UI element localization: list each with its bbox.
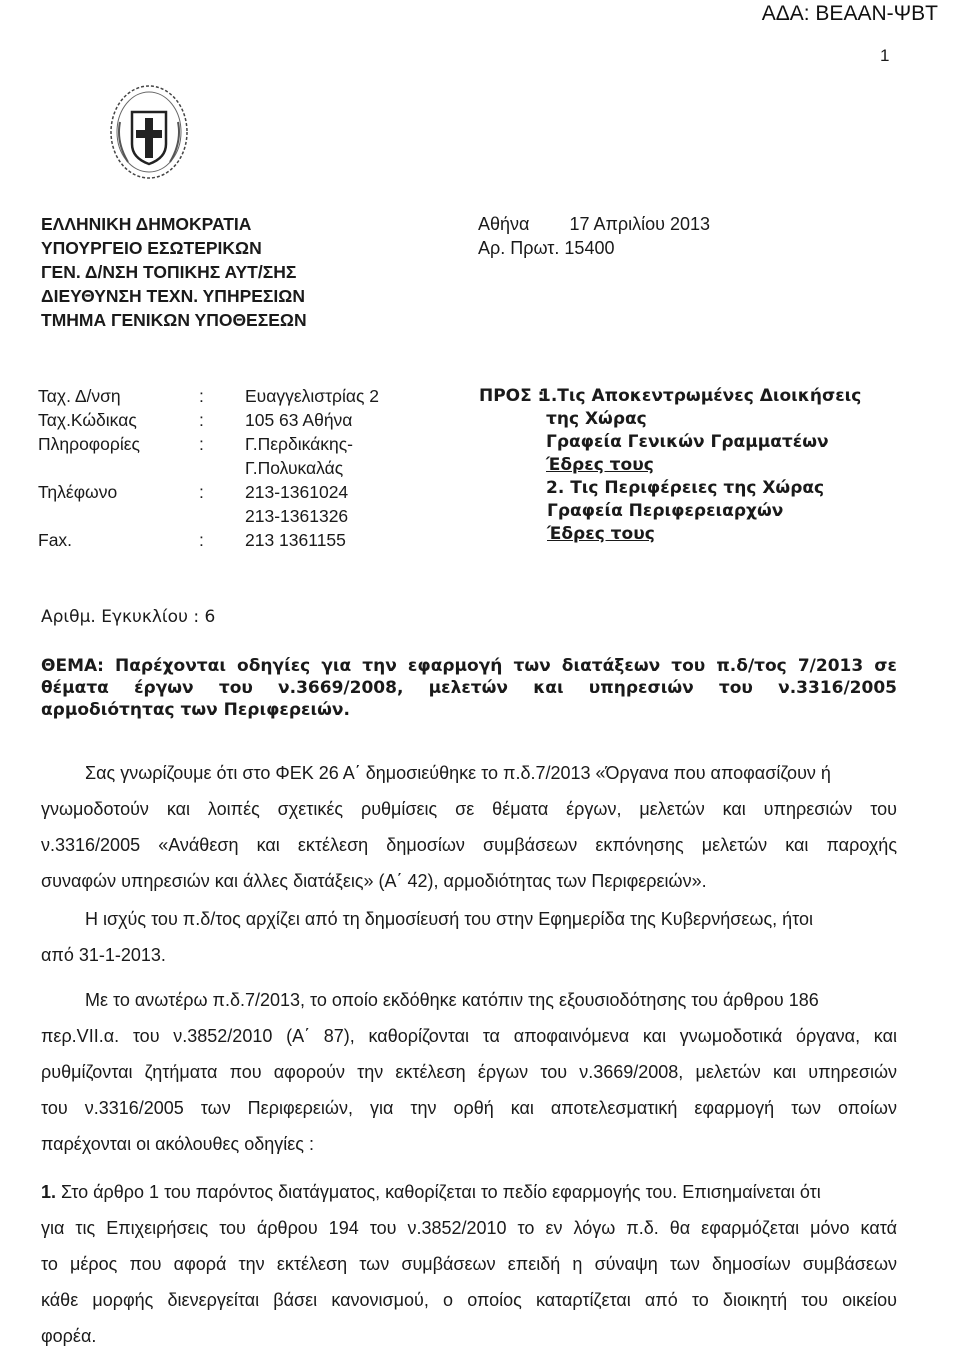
authority-header <box>41 212 307 332</box>
recipient-line: Γραφεία Γενικών Γραμματέων <box>546 432 829 452</box>
page-number: 1 <box>880 46 890 65</box>
header-line: ΔΙΕΥΘΥΝΣΗ ΤΕΧΝ. ΥΠΗΡΕΣΙΩΝ <box>41 286 305 306</box>
recipient-line: Έδρες τους <box>547 524 655 544</box>
paragraph: Με το ανωτέρω π.δ.7/2013, το οποίο εκδόθηκε κατόπιν της εξουσιοδότησης του άρθρου 186 περ.VII.α. του ν.3852/2010 (Α΄ 87), καθορίζονται τα αποφαινόμενα και γνωμοδοτικά όργανα, και ρυθμίζονται ζητήματα που αφορούν την εκτέλεση έργων του ν.3669/2008, μελετών και υπηρεσιών του ν.3316/2005 των Περιφερειών, για την ορθή και αποτελεσματική εφαρμογή των οποίων παρέχονται οι ακόλουθες οδηγίες : <box>41 990 897 1154</box>
place: Αθήνα <box>478 214 530 234</box>
contact-row: Fax. : 213 1361155 <box>38 530 346 550</box>
ada-code: ΑΔΑ: ΒΕΑΑΝ-ΨΒΤ <box>761 2 938 25</box>
paragraph: Η ισχύς του π.δ/τος αρχίζει από τη δημοσίευσή του στην Εφημερίδα της Κυβερνήσεως, ήτοι από 31-1-2013. <box>41 909 813 965</box>
paragraph: 1. Στο άρθρο 1 του παρόντος διατάγματος, καθορίζεται το πεδίο εφαρμογής του. Επισημαίνεται ότι για τις Επιχειρήσεις του άρθρου 194 του ν.3852/2010 το εν λόγω π.δ. θα εφαρμόζεται μόνο κατά το μέρος που αφορά την εκτέλεση των συμβάσεων επειδή η σύναψη των δημοσίων συμβάσεων κάθε μορφής διενεργείται βάσει κανονισμού, ο οποίος καταρτίζεται από το διοικητή του οικείου φορέα. <box>41 1182 897 1346</box>
header-line: ΥΠΟΥΡΓΕΙΟ ΕΣΩΤΕΡΙΚΩΝ <box>41 238 262 258</box>
recipients <box>479 385 939 555</box>
contact-row: Πληροφορίες : Γ.Περδικάκης- <box>38 434 353 454</box>
paragraph: Σας γνωρίζουμε ότι στο ΦΕΚ 26 Α΄ δημοσιεύθηκε το π.δ.7/2013 «Όργανα που αποφασίζουν ή γνωμοδοτούν και λοιπές σχετικές ρυθμίσεις σε θέματα έργων, μελετών και υπηρεσιών του ν.3316/2005 «Ανάθεση και εκτέλεση δημοσίων συμβάσεων εκπόνησης μελετών και παροχής συναφών υπηρεσιών και άλλες διατάξεις» (Α΄ 42), αρμοδιότητας των Περιφερειών». <box>41 763 897 891</box>
contact-row: Γ.Πολυκαλάς <box>245 458 344 478</box>
greek-coat-of-arms-icon <box>108 82 190 182</box>
header-line: ΓΕΝ. Δ/ΝΣΗ ΤΟΠΙΚΗΣ ΑΥΤ/ΣΗΣ <box>41 262 297 282</box>
recipient-line: Γραφεία Περιφερειαρχών <box>547 501 784 521</box>
header-line: ΕΛΛΗΝΙΚΗ ΔΗΜΟΚΡΑΤΙΑ <box>41 214 252 234</box>
recipient-line: 1.Τις Αποκεντρωμένες Διοικήσεις <box>539 386 862 406</box>
date: 17 Απριλίου 2013 <box>569 214 711 234</box>
item-number: 1. <box>41 1182 57 1202</box>
circular-number: Αριθμ. Εγκυκλίου : 6 <box>41 607 216 627</box>
recipients-label: ΠΡΟΣ : <box>479 386 545 406</box>
recipient-line: της Χώρας <box>546 409 647 429</box>
protocol-label: Αρ. Πρωτ. <box>478 238 560 258</box>
subject-line: ΘΕΜΑ: Παρέχονται οδηγίες για την εφαρμογή των διατάξεων του π.δ/τος 7/2013 σε <box>41 656 897 676</box>
contact-row: Τηλέφωνο : 213-1361024 <box>38 482 349 502</box>
recipient-line: Έδρες τους <box>546 455 654 475</box>
subject <box>41 655 897 721</box>
contact-row: Ταχ. Δ/νση : Ευαγγελιστρίας 2 <box>38 386 380 406</box>
contact-details <box>38 384 438 552</box>
protocol-number: 15400 <box>564 238 615 258</box>
subject-line: θέματα έργων του ν.3669/2008, μελετών και υπηρεσιών του ν.3316/2005 <box>41 678 897 698</box>
subject-line: αρμοδιότητας των Περιφερειών. <box>41 700 350 720</box>
recipient-line: 2. Τις Περιφέρειες της Χώρας <box>546 478 825 498</box>
header-line: ΤΜΗΜΑ ΓΕΝΙΚΩΝ ΥΠΟΘΕΣΕΩΝ <box>41 310 307 330</box>
contact-row: Ταχ.Κώδικας : 105 63 Αθήνα <box>38 410 353 430</box>
body-text <box>41 755 897 1354</box>
contact-row: 213-1361326 <box>245 506 349 526</box>
date-block <box>478 212 710 260</box>
